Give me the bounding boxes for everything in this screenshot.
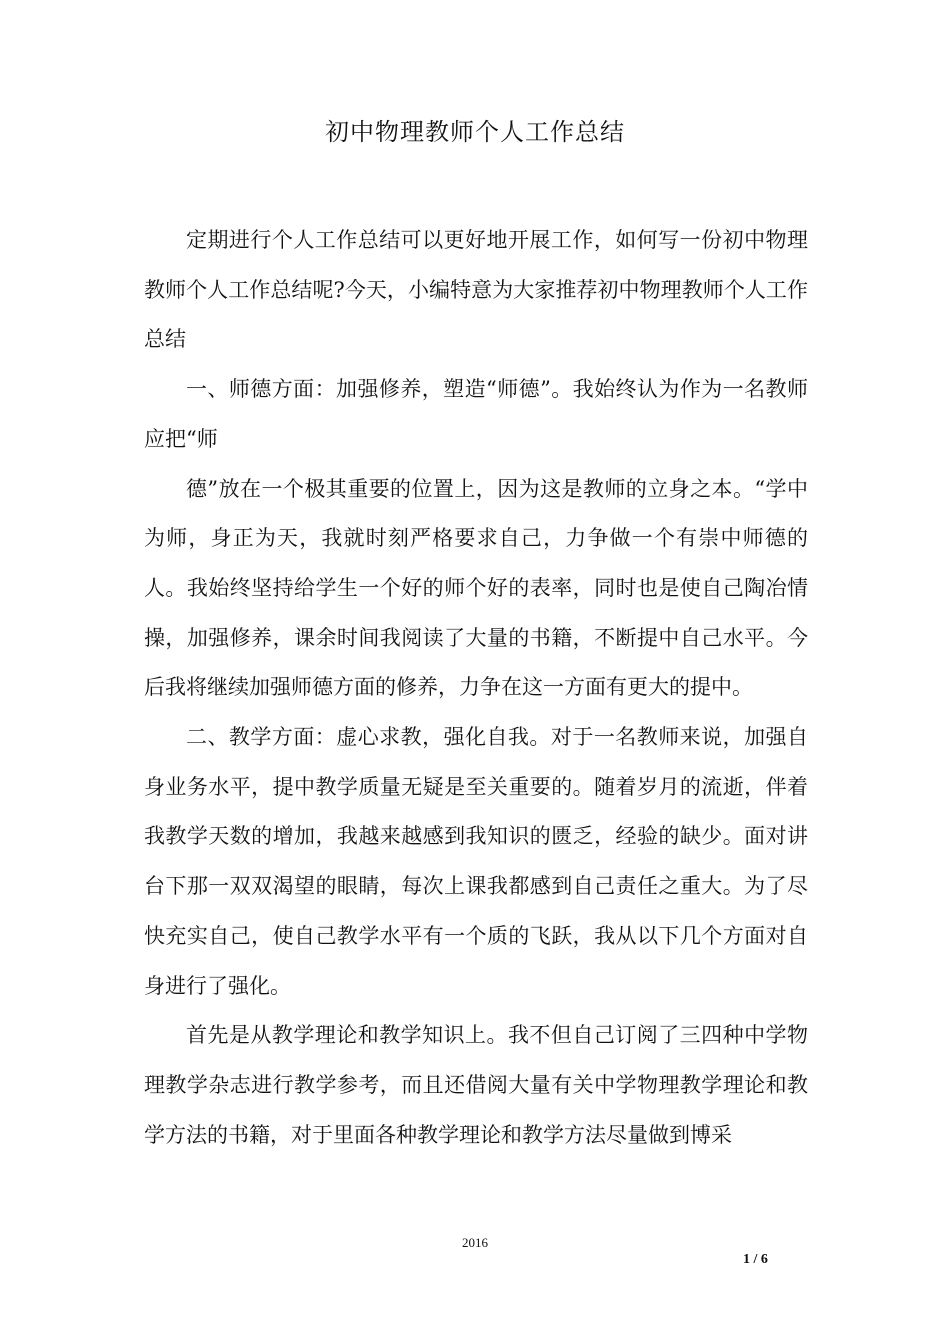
paragraph-teacher-ethics: 一、师德方面：加强修养，塑造“师德”。我始终认为作为一名教师应把“师 [144,377,808,451]
document-title: 初中物理教师个人工作总结 [325,118,625,146]
footer-year: 2016 [462,1235,488,1250]
document-body [144,216,808,1160]
page-indicator: 1 / 6 [743,1252,768,1267]
paragraph-theory-knowledge: 首先是从教学理论和教学知识上。我不但自己订阅了三四种中学物理教学杂志进行教学参考，而且还借阅大量有关中学物理教学理论和教学方法的书籍，对于里面各种教学理论和教学方法尽量做到博采 [144,1023,808,1147]
paragraph-intro: 定期进行个人工作总结可以更好地开展工作，如何写一份初中物理教师个人工作总结呢?今天，小编特意为大家推荐初中物理教师个人工作总结 [144,228,808,352]
paragraph-teacher-ethics-continued: 德”放在一个极其重要的位置上，因为这是教师的立身之本。“学中为师，身正为天，我就时刻严格要求自己，力争做一个有崇中师德的人。我始终坚持给学生一个好的师个好的表率，同时也是使自己陶冶情操，加强修养，课余时间我阅读了大量的书籍，不断提中自己水平。今后我将继续加强师德方面的修养，力争在这一方面有更大的提中。 [144,476,808,700]
paragraph-teaching: 二、教学方面：虚心求教，强化自我。对于一名教师来说，加强自身业务水平，提中教学质量无疑是至关重要的。随着岁月的流逝，伴着我教学天数的增加，我越来越感到我知识的匮乏，经验的缺少。面对讲台下那一双双渴望的眼睛，每次上课我都感到自己责任之重大。为了尽快充实自己，使自己教学水平有一个质的飞跃，我从以下几个方面对自身进行了强化。 [144,725,808,998]
